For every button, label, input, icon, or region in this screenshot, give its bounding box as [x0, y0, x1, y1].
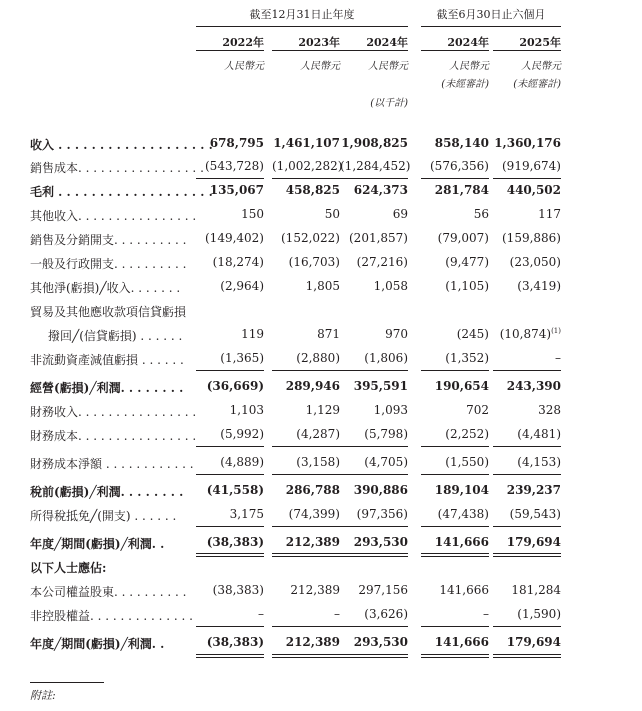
subtotal-rule: [493, 370, 561, 371]
row-label: 毛利 . . . . . . . . . . . . . . . . . . .: [30, 185, 213, 199]
currency-label: 人民幣元: [368, 61, 408, 72]
thousands-note: (以千計): [370, 98, 408, 109]
currency-label: 人民幣元: [300, 61, 340, 72]
row-attributable-heading: [0, 557, 642, 577]
note-heading: 附註:: [30, 689, 56, 702]
cell-value: 56: [473, 207, 489, 221]
cell-value: 395,591: [353, 379, 408, 393]
subtotal-rule: [272, 370, 340, 371]
cell-value: 1,461,107: [273, 136, 340, 150]
cell-value: 293,530: [353, 535, 408, 549]
cell-value: (4,705): [364, 455, 408, 469]
cell-value-text: (10,874): [499, 327, 552, 341]
cell-value: 624,373: [353, 183, 408, 197]
row-admin-expenses: [0, 253, 642, 273]
row-label: 非控股權益. . . . . . . . . . . . . .: [30, 609, 193, 623]
row-finance-income: [0, 401, 642, 421]
year-rule: [340, 50, 408, 51]
row-selling-expenses: [0, 229, 642, 249]
cell-value: (23,050): [509, 255, 561, 269]
currency-label: 人民幣元: [224, 61, 264, 72]
subtotal-rule: [493, 626, 561, 627]
subtotal-rule: [493, 178, 561, 179]
cell-value: 871: [317, 327, 340, 341]
cell-value: (3,158): [296, 455, 340, 469]
cell-value: (47,438): [437, 507, 489, 521]
cell-value: 69: [392, 207, 408, 221]
cell-value: (4,153): [517, 455, 561, 469]
row-finance-costs: [0, 425, 642, 445]
subtotal-rule: [272, 178, 340, 179]
row-impairment: [0, 349, 642, 369]
row-label: 經營(虧損)╱利潤. . . . . . . .: [30, 381, 184, 395]
cell-value: (18,274): [212, 255, 264, 269]
subtotal-rule: [421, 370, 489, 371]
cell-value: (152,022): [281, 231, 340, 245]
cell-value: (1,002,282): [272, 159, 343, 173]
period-header-six-months: 截至6月30日止六個月: [436, 8, 546, 21]
subtotal-rule: [272, 526, 340, 527]
header-rule-six-months: [421, 26, 561, 27]
cell-value: (4,287): [296, 427, 340, 441]
total-double-rule: [196, 654, 264, 658]
cell-value: 289,946: [285, 379, 340, 393]
cell-value: (79,007): [437, 231, 489, 245]
cell-value: (38,383): [206, 535, 264, 549]
subtotal-rule: [493, 526, 561, 527]
year-header: 2024年: [366, 36, 408, 49]
cell-value: 702: [466, 403, 489, 417]
cell-value: 1,908,825: [341, 136, 408, 150]
cell-value: (59,543): [509, 507, 561, 521]
header-rule-annual: [196, 26, 408, 27]
cell-value: 189,104: [434, 483, 489, 497]
year-header: 2022年: [222, 36, 264, 49]
row-label: 稅前(虧損)╱利潤. . . . . . . .: [30, 485, 184, 499]
cell-value: 1,058: [373, 279, 408, 293]
cell-value: 1,103: [229, 403, 264, 417]
subtotal-rule: [196, 370, 264, 371]
row-label: 一般及行政開支. . . . . . . . . .: [30, 257, 187, 271]
cell-value: (3,626): [364, 607, 408, 621]
cell-value: 1,129: [305, 403, 340, 417]
row-credit-loss-reversal: [0, 325, 642, 345]
cell-value: 281,784: [434, 183, 489, 197]
row-label: 財務成本. . . . . . . . . . . . . . . .: [30, 429, 197, 443]
cell-value: 1,093: [373, 403, 408, 417]
cell-value: 141,666: [434, 535, 489, 549]
cell-value: (1,365): [220, 351, 264, 365]
cell-value: 212,389: [290, 583, 340, 597]
year-rule: [493, 50, 561, 51]
subtotal-rule: [272, 474, 340, 475]
cell-value: (2,964): [220, 279, 264, 293]
cell-value: (5,992): [220, 427, 264, 441]
year-rule: [421, 50, 489, 51]
year-header: 2023年: [298, 36, 340, 49]
cell-value: (1,550): [445, 455, 489, 469]
row-label: 非流動資產減值虧損 . . . . . .: [30, 353, 184, 367]
cell-value: –: [334, 607, 340, 621]
row-label: 所得稅抵免╱(開支) . . . . . .: [30, 509, 177, 523]
cell-value: 50: [324, 207, 340, 221]
row-label: 收入 . . . . . . . . . . . . . . . . . . .: [30, 138, 213, 152]
subtotal-rule: [272, 446, 340, 447]
cell-value: 179,694: [506, 535, 561, 549]
row-label: 貿易及其他應收款項信貸虧損: [30, 305, 187, 319]
subtotal-rule: [196, 178, 264, 179]
year-rule: [272, 50, 340, 51]
subtotal-rule: [196, 446, 264, 447]
cell-value: 858,140: [434, 136, 489, 150]
cell-value: (4,481): [517, 427, 561, 441]
row-label: 財務成本淨額 . . . . . . . . . . . .: [30, 457, 194, 471]
cell-value: 328: [538, 403, 561, 417]
cell-value: –: [258, 607, 264, 621]
cell-value: 678,795: [209, 136, 264, 150]
currency-label: 人民幣元: [449, 61, 489, 72]
cell-value: 212,389: [285, 535, 340, 549]
row-label: 撥回╱(信貸虧損) . . . . . .: [48, 329, 183, 343]
subtotal-rule: [340, 474, 408, 475]
cell-value: (4,889): [220, 455, 264, 469]
cell-value: (1,590): [517, 607, 561, 621]
cell-value: 1,805: [305, 279, 340, 293]
cell-value: (74,399): [288, 507, 340, 521]
cell-value: 440,502: [506, 183, 561, 197]
row-credit-loss-heading: [0, 301, 642, 321]
row-equity-shareholders: [0, 581, 642, 601]
row-profit-for-period-total: [0, 633, 642, 653]
cell-value: (159,886): [502, 231, 561, 245]
cell-value: 135,067: [209, 183, 264, 197]
total-double-rule: [340, 654, 408, 658]
note-separator: [30, 682, 104, 683]
cell-value: (3,419): [517, 279, 561, 293]
year-header: 2024年: [447, 36, 489, 49]
cell-value: 970: [385, 327, 408, 341]
cell-value: (9,477): [445, 255, 489, 269]
cell-value: 181,284: [511, 583, 561, 597]
subtotal-rule: [493, 474, 561, 475]
row-other-income: [0, 205, 642, 225]
cell-value: (5,798): [364, 427, 408, 441]
cell-value: (38,383): [212, 583, 264, 597]
subtotal-rule: [421, 626, 489, 627]
cell-value: 297,156: [358, 583, 408, 597]
cell-value: (919,674): [502, 159, 561, 173]
cell-value: [493, 327, 561, 341]
cell-value: 243,390: [506, 379, 561, 393]
row-cost-of-sales: [0, 157, 642, 177]
cell-value: (1,806): [364, 351, 408, 365]
currency-label: 人民幣元: [521, 61, 561, 72]
subtotal-rule: [340, 370, 408, 371]
cell-value: 117: [538, 207, 561, 221]
cell-value: (2,252): [445, 427, 489, 441]
cell-value: 150: [241, 207, 264, 221]
subtotal-rule: [421, 474, 489, 475]
subtotal-rule: [493, 446, 561, 447]
row-label: 年度╱期間(虧損)╱利潤. .: [30, 537, 165, 551]
row-operating-profit: [0, 377, 642, 397]
cell-value: 239,237: [506, 483, 561, 497]
unaudited-label: (未經審計): [441, 79, 489, 90]
cell-value: (245): [456, 327, 489, 341]
cell-value: (2,880): [296, 351, 340, 365]
footnote-marker: (1): [551, 327, 561, 335]
cell-value: (97,356): [356, 507, 408, 521]
row-non-controlling-interests: [0, 605, 642, 625]
subtotal-rule: [340, 626, 408, 627]
subtotal-rule: [340, 526, 408, 527]
row-other-net-loss-income: [0, 277, 642, 297]
total-double-rule: [421, 654, 489, 658]
unaudited-label: (未經審計): [513, 79, 561, 90]
row-profit-for-period: [0, 533, 642, 553]
total-double-rule: [272, 654, 340, 658]
row-label: 銷售成本. . . . . . . . . . . . . . . . .: [30, 161, 204, 175]
subtotal-rule: [196, 626, 264, 627]
row-profit-before-tax: [0, 481, 642, 501]
cell-value: (27,216): [356, 255, 408, 269]
cell-value: (36,669): [206, 379, 264, 393]
subtotal-rule: [421, 446, 489, 447]
row-revenue: [0, 134, 642, 154]
subtotal-rule: [340, 178, 408, 179]
cell-value: 293,530: [353, 635, 408, 649]
cell-value: –: [555, 351, 561, 365]
row-gross-profit: [0, 181, 642, 201]
subtotal-rule: [421, 526, 489, 527]
cell-value: 179,694: [506, 635, 561, 649]
cell-value: (576,356): [430, 159, 489, 173]
year-header: 2025年: [519, 36, 561, 49]
row-label: 年度╱期間(虧損)╱利潤. .: [30, 637, 165, 651]
row-income-tax: [0, 505, 642, 525]
cell-value: 141,666: [439, 583, 489, 597]
subtotal-rule: [272, 626, 340, 627]
year-rule: [196, 50, 264, 51]
cell-value: 3,175: [229, 507, 264, 521]
cell-value: (38,383): [206, 635, 264, 649]
row-label: 以下人士應佔:: [30, 561, 107, 575]
total-double-rule: [493, 654, 561, 658]
row-label: 其他收入. . . . . . . . . . . . . . . .: [30, 209, 197, 223]
cell-value: –: [483, 607, 489, 621]
cell-value: 458,825: [285, 183, 340, 197]
cell-value: (41,558): [206, 483, 264, 497]
row-net-finance-costs: [0, 453, 642, 473]
cell-value: 190,654: [434, 379, 489, 393]
cell-value: 1,360,176: [494, 136, 561, 150]
cell-value: 212,389: [285, 635, 340, 649]
cell-value: (149,402): [205, 231, 264, 245]
cell-value: 286,788: [285, 483, 340, 497]
cell-value: (1,352): [445, 351, 489, 365]
subtotal-rule: [421, 178, 489, 179]
cell-value: (1,284,452): [340, 159, 411, 173]
row-label: 銷售及分銷開支. . . . . . . . . .: [30, 233, 187, 247]
subtotal-rule: [340, 446, 408, 447]
cell-value: (1,105): [445, 279, 489, 293]
row-label: 財務收入. . . . . . . . . . . . . . . .: [30, 405, 197, 419]
row-label: 其他淨(虧損)╱收入. . . . . . .: [30, 281, 181, 295]
cell-value: (16,703): [288, 255, 340, 269]
cell-value: 141,666: [434, 635, 489, 649]
period-header-annual: 截至12月31日止年度: [249, 8, 355, 21]
cell-value: (543,728): [205, 159, 264, 173]
cell-value: (201,857): [349, 231, 408, 245]
subtotal-rule: [196, 474, 264, 475]
subtotal-rule: [196, 526, 264, 527]
row-label: 本公司權益股東. . . . . . . . . .: [30, 585, 187, 599]
cell-value: 390,886: [353, 483, 408, 497]
cell-value: 119: [241, 327, 264, 341]
